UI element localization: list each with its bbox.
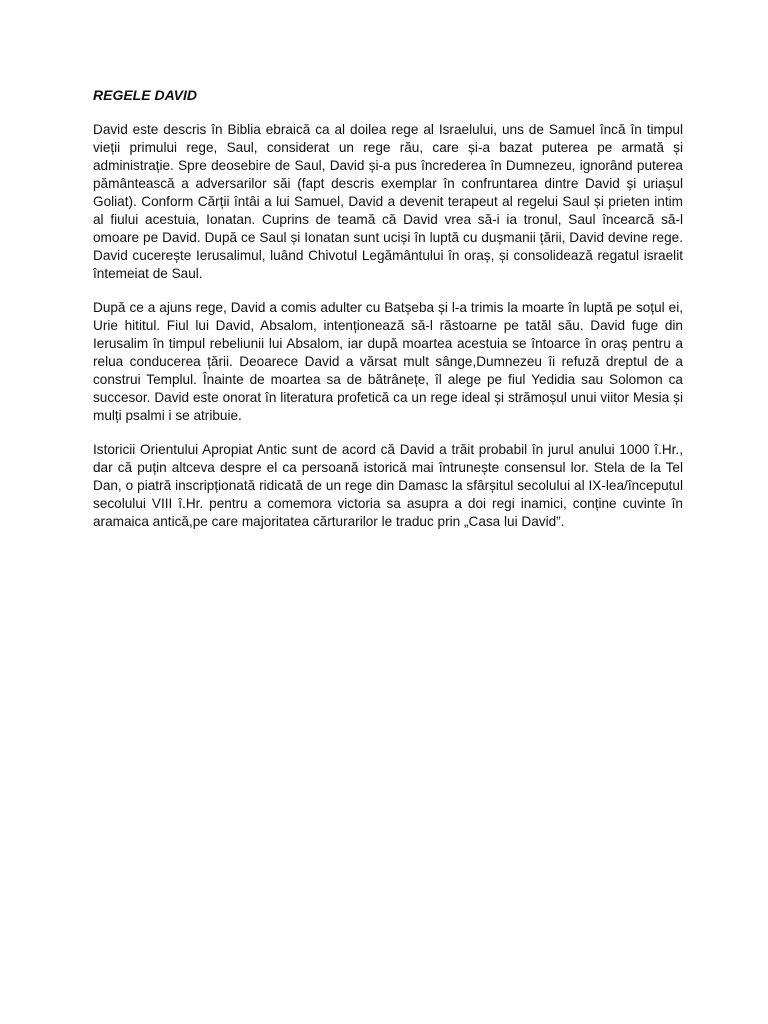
paragraph-3: Istoricii Orientului Apropiat Antic sunt de acord că David a trăit probabil în jurul anului 1000 î.Hr., dar că puțin altceva despre el ca persoană istorică mai întrunește consensul lor. Stela de la Tel Dan, o piatră inscripționată ridicată de un rege din Damasc la sfârșitul secolului al IX-lea/începutul secolului VIII î.Hr. pentru a comemora victoria sa asupra a doi regi inamici, conține cuvinte în aramaica antică,pe care majoritatea cărturarilor le traduc prin „Casa lui David”.: [93, 442, 683, 529]
paragraph-2: După ce a ajuns rege, David a comis adulter cu Batșeba și l-a trimis la moarte în luptă pe soțul ei, Urie hititul. Fiul lui David, Absalom, intenționează să-l răstoarne pe tatăl său. David fuge din Ierusalim în timpul rebeliunii lui Absalom, iar după moartea acestuia se întoarce în oraș pentru a relua conducerea țării. Deoarece David a vărsat mult sânge,Dumnezeu îi refuză dreptul de a construi Templul. Înainte de moartea sa de bătrânețe, îl alege pe fiul Yedidia sau Solomon ca succesor. David este onorat în literatura profetică ca un rege ideal și strămoșul unui viitor Mesia și mulți psalmi i se atribuie.: [93, 300, 683, 423]
paragraph-1: David este descris în Biblia ebraică ca al doilea rege al Israelului, uns de Samuel încă în timpul vieții primului rege, Saul, considerat un rege rău, care și-a bazat puterea pe armată și administrație. Spre deosebire de Saul, David și-a pus încrederea în Dumnezeu, ignorând puterea pământească a adversarilor săi (fapt descris exemplar în confruntarea dintre David și uriașul Goliat). Conform Cărții întâi a lui Samuel, David a devenit terapeut al regelui Saul și prieten intim al fiului acestuia, Ionatan. Cuprins de teamă că David vrea să-i ia tronul, Saul încearcă să-l omoare pe David. După ce Saul și Ionatan sunt uciși în luptă cu dușmanii țării, David devine rege. David cucerește Ierusalimul, luând Chivotul Legământului în oraș, și consolidează regatul israelit întemeiat de Saul.: [93, 122, 683, 281]
document-title: REGELE DAVID: [93, 87, 197, 103]
document-page: [93, 86, 683, 547]
